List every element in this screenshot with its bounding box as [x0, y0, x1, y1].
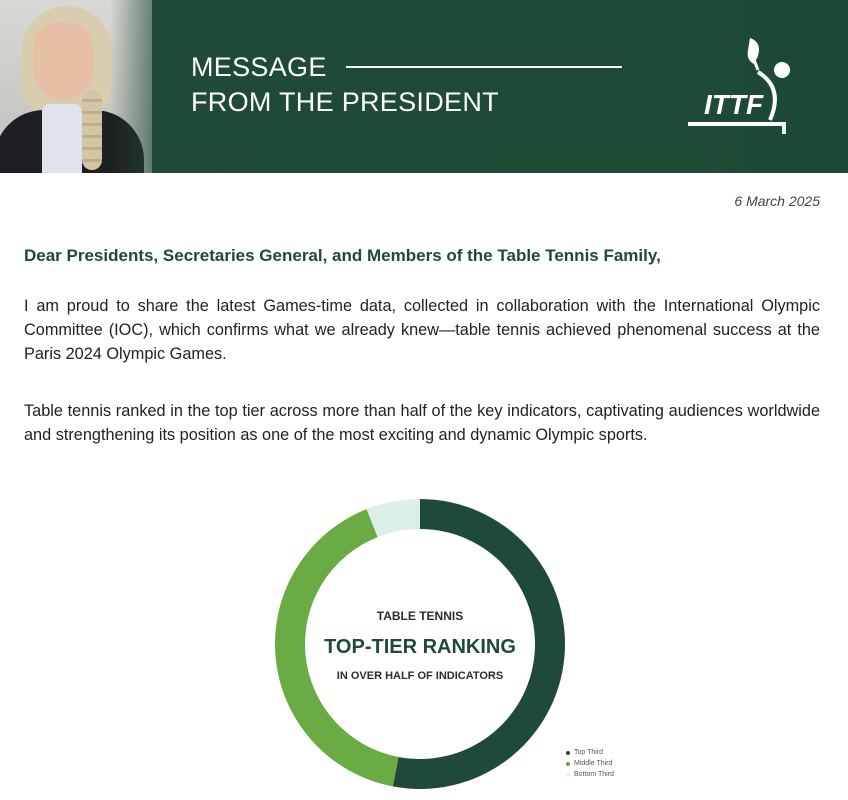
legend-item-bottom-third — [566, 769, 614, 780]
letter-paragraph-1: I am proud to share the latest Games-time data, collected in collaboration with the International Olympic Committee (IOC), which confirms what we already knew—table tennis achieved phenomenal success at the Paris 2024 Olympic Games. — [24, 297, 820, 363]
title-line-1: MESSAGE — [191, 52, 327, 82]
letter-paragraph-2: Table tennis ranked in the top tier across more than half of the key indicators, captivating audiences worldwide and strengthening its position as one of the most exciting and dynamic Olympic sports. — [24, 402, 820, 444]
legend-swatch — [566, 751, 570, 755]
center-text-line-2: TOP-TIER RANKING — [324, 636, 516, 658]
center-text-line-1: TABLE TENNIS — [376, 609, 464, 623]
legend-label: Top Third — [574, 749, 604, 756]
letter-salutation: Dear Presidents, Secretaries General, and Members of the Table Tennis Family, — [24, 246, 661, 265]
page-title — [191, 50, 499, 120]
chart-legend — [566, 747, 614, 780]
logo-text: ITTF — [704, 89, 764, 120]
legend-label: Bottom Third — [574, 771, 614, 778]
legend-item-top-third — [566, 747, 614, 758]
letter-date: 6 March 2025 — [734, 193, 820, 209]
donut-chart — [260, 488, 590, 800]
legend-item-middle-third — [566, 758, 614, 769]
legend-swatch — [566, 762, 570, 766]
legend-label: Middle Third — [574, 760, 613, 767]
ittf-logo — [684, 36, 794, 136]
header-banner — [0, 0, 848, 173]
title-line-2: FROM THE PRESIDENT — [191, 87, 499, 117]
legend-swatch — [566, 773, 570, 777]
title-rule — [346, 66, 622, 68]
center-text-line-3: IN OVER HALF OF INDICATORS — [336, 670, 504, 682]
